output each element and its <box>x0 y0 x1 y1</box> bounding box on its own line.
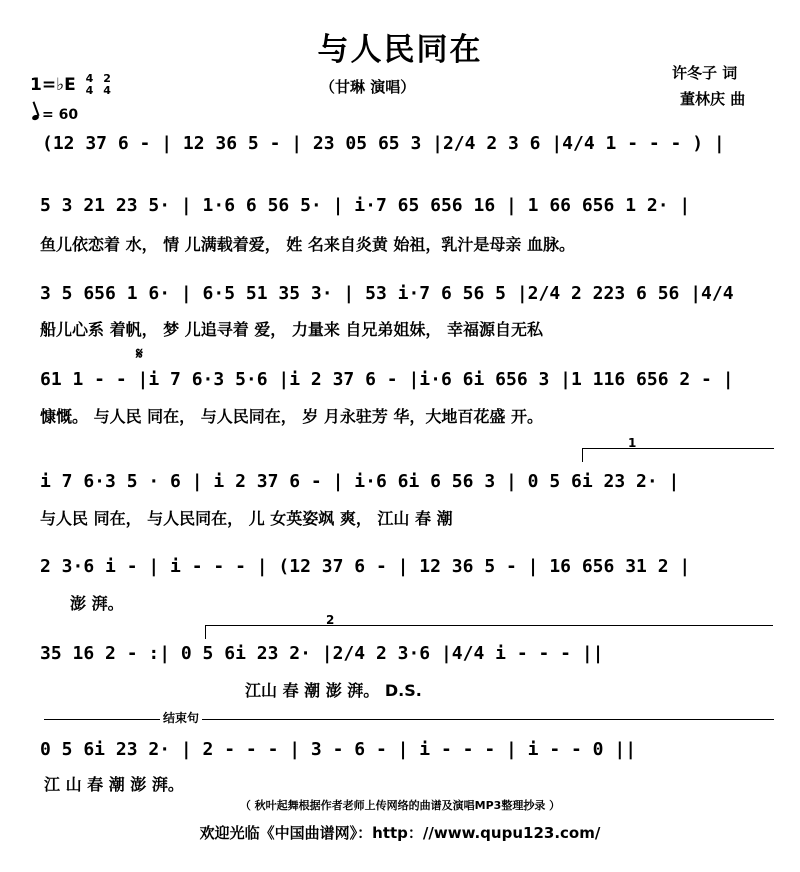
meter-four-four: 4 4 <box>85 72 94 97</box>
ending-bracket <box>44 719 774 720</box>
notation-line-3: 3 5 656 1 6· | 6·5 51 35 3· | 53 i·7 6 56 5 |2/4 2 223 6 56 |4/4 <box>40 283 734 304</box>
notation-line-7: 35 16 2 - :| 0 5 6i 23 2· |2/4 2 3·6 |4/4 i - - - || <box>40 643 604 664</box>
tempo-value: = 60 <box>42 107 79 123</box>
lyrics-line-7: 江山 春 潮 澎 湃。 D.S. <box>245 681 422 700</box>
volta-1-bracket <box>582 448 774 449</box>
lyrics-line-4: 慷慨。 与人民 同在， 与人民同在， 岁 月永驻芳 华，大地百花盛 开。 <box>40 407 543 426</box>
lyrics-line-3: 船儿心系 着帆， 梦 儿追寻着 爱， 力量来 自兄弟姐妹， 幸福源自无私 <box>40 320 543 339</box>
key-label: 1=♭E <box>30 75 76 95</box>
lyricist-credit: 许冬子 词 <box>672 64 738 82</box>
volta-2-label: 2 <box>326 613 335 627</box>
key-signature <box>30 73 111 97</box>
meter-two-four: 2 4 <box>103 72 111 97</box>
lyrics-line-2: 鱼儿依恋着 水， 情 儿满载着爱， 姓 名来自炎黄 始祖，乳汁是母亲 血脉。 <box>40 235 575 254</box>
segno-sign: 𝄋 <box>136 344 143 363</box>
ending-label: 结束句 <box>160 709 202 726</box>
tempo-marking <box>32 107 78 123</box>
site-footer: 欢迎光临《中国曲谱网》：http：//www.qupu123.com/ <box>199 824 601 842</box>
notation-line-2: 5 3 21 23 5· | 1·6 6 56 5· | i·7 65 656 16 | 1 66 656 1 2· | <box>40 195 691 216</box>
transcription-note: （ 秋叶起舞根据作者老师上传网络的曲谱及演唱MP3整理抄录 ） <box>239 799 561 812</box>
notation-line-5: i 7 6·3 5 · 6 | i 2 37 6 - | i·6 6i 6 56 3 | 0 5 6i 23 2· | <box>40 471 680 492</box>
song-title: 与人民同在 <box>317 32 483 68</box>
volta-2-bracket <box>205 625 773 626</box>
composer-credit: 董林庆 曲 <box>680 90 746 108</box>
notation-line-4: 61 1 - - |i 7 6·3 5·6 |i 2 37 6 - |i·6 6i 656 3 |1 116 656 2 - | <box>40 369 734 390</box>
notation-line-8: 0 5 6i 23 2· | 2 - - - | 3 - 6 - | i - - - | i - - 0 || <box>40 739 637 760</box>
quarter-note-icon <box>31 114 39 121</box>
lyrics-line-8: 江 山 春 潮 澎 湃。 <box>44 775 184 794</box>
lyrics-line-6: 澎 湃。 <box>70 594 124 613</box>
volta-1-label: 1 <box>628 436 637 450</box>
notation-line-1: (12 37 6 - | 12 36 5 - | 23 05 65 3 |2/4 2 3 6 |4/4 1 - - - ) | <box>42 133 725 154</box>
volta-2-tick <box>205 625 206 639</box>
notation-line-6: 2 3·6 i - | i - - - | (12 37 6 - | 12 36 5 - | 16 656 31 2 | <box>40 556 691 577</box>
lyrics-line-5: 与人民 同在， 与人民同在， 儿 女英姿飒 爽， 江山 春 潮 <box>40 509 453 528</box>
volta-1-tick <box>582 448 583 462</box>
singer-credit: （甘琳 演唱） <box>320 78 416 96</box>
